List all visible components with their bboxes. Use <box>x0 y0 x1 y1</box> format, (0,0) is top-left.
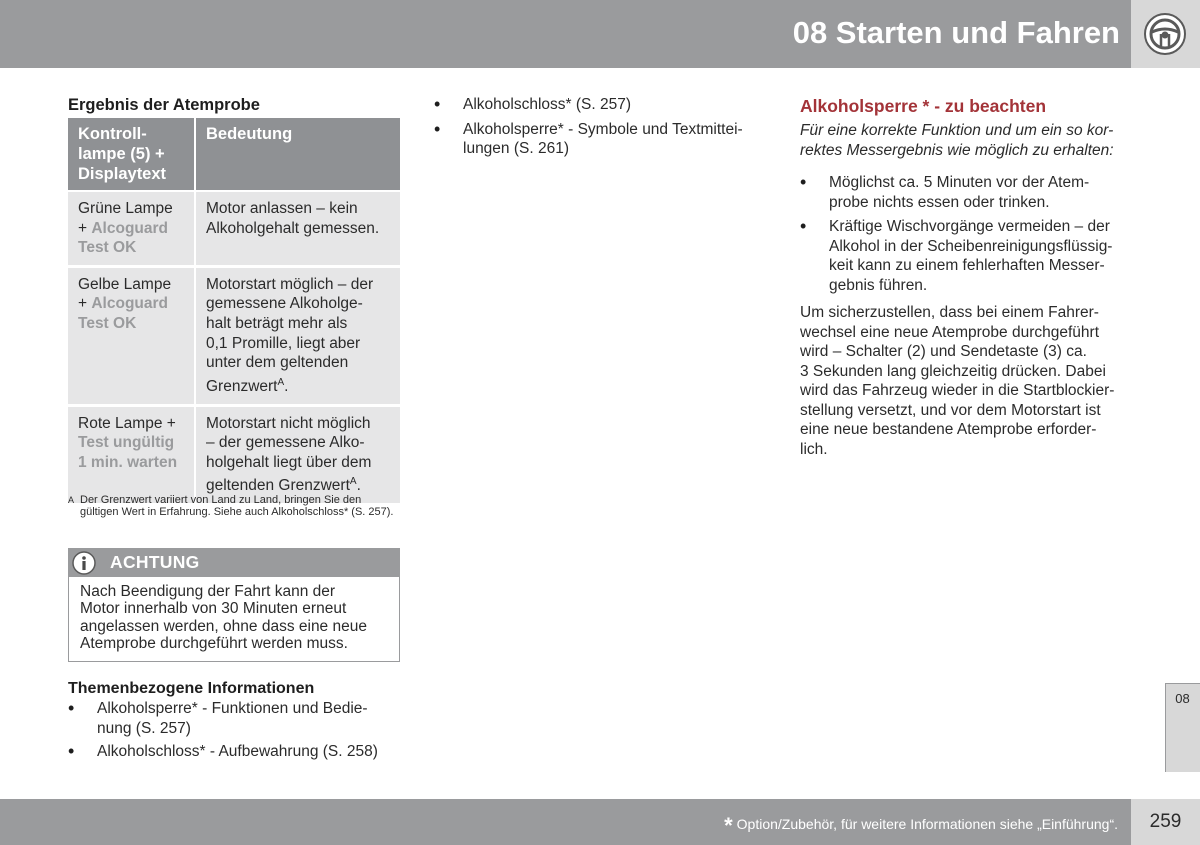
section-title: Alkoholsperre * - zu beachten <box>800 96 1047 116</box>
warning-title: ACHTUNG <box>110 552 200 572</box>
table-header-row <box>68 118 400 191</box>
column2-link-1[interactable]: • Alkoholschloss* (S. 257) <box>434 95 764 115</box>
meaning-line: – der gemessene Alko- <box>206 434 365 452</box>
advice-item: • Kräftige Wischvorgänge vermeiden – der Alkohol in der Scheibenreinigungsflüssig- keit kann zu einem fehlerhaften Messer- gebnis führen. <box>800 217 1125 295</box>
section-paragraph: Um sicherzustellen, dass bei einem Fahrer- wechsel eine neue Atemprobe durchgeführt wird – Schalter (2) und Sendetaste (3) ca. 3 Sekunden lang gleichzeitig drücken. Dabei wird das Fahrzeug wieder in die Startblockier- stellung versetzt, und vor dem Motorstart ist eine neue bestandene Atemprobe erforder- lich. <box>800 304 1115 458</box>
asterisk-mark: * <box>724 813 733 838</box>
footer-note <box>724 813 1118 839</box>
meaning-line: Motor anlassen – kein <box>206 200 358 217</box>
meaning-cell <box>195 266 400 405</box>
display-text: Test ungültig 1 min. warten <box>78 434 178 471</box>
meaning-line: Motorstart möglich – der <box>206 275 374 293</box>
related-list <box>68 699 388 766</box>
section-intro: Für eine korrekte Funktion und um ein so kor- rektes Messergebnis wie möglich zu erhalten: <box>800 122 1114 159</box>
meaning-line: unter dem geltenden <box>206 354 349 372</box>
display-text: Alcoguard Test OK <box>78 219 169 257</box>
related-heading: Themenbezogene Informationen <box>68 680 315 697</box>
warning-text <box>80 583 392 652</box>
related-link-1[interactable]: • Alkoholsperre* - Funktionen und Bedie- nung (S. 257) <box>68 699 388 738</box>
column2-link-2[interactable]: • Alkoholsperre* - Symbole und Textmittei- lungen (S. 261) <box>434 120 764 159</box>
footnote-text: Der Grenzwert variiert von Land zu Land, bringen Sie den gültigen Wert in Erfahrung. Siehe auch Alkoholschloss* (S. 257). <box>80 494 394 518</box>
result-table <box>68 118 400 506</box>
meaning-cell <box>195 405 400 505</box>
chapter-side-tab-label: 08 <box>1175 691 1190 706</box>
warning-line: Motor innerhalb von 30 Minuten erneut <box>80 600 347 618</box>
table-row <box>68 405 400 505</box>
table-footnote <box>68 495 400 518</box>
table-row <box>68 266 400 405</box>
lamp-cell: Rote Lampe + Test ungültig 1 min. warten <box>68 405 195 505</box>
table-heading: Ergebnis der Atemprobe <box>68 96 260 114</box>
meaning-line: Grenzwert$^A$. <box>206 376 289 395</box>
meaning-cell <box>195 191 400 266</box>
footnote-ref: A <box>349 476 357 488</box>
page-number: 259 <box>1149 811 1182 832</box>
info-icon <box>72 551 96 575</box>
footnote-ref: A <box>277 376 285 388</box>
footer-note-text: Option/Zubehör, für weitere Informationen siehe „Einführung“. <box>736 816 1118 832</box>
warning-line: Nach Beendigung der Fahrt kann der <box>80 583 336 600</box>
meaning-line: halt beträgt mehr als <box>206 314 348 332</box>
meaning-line: gemessene Alkoholge- <box>206 295 363 313</box>
column-header-meaning: Bedeutung <box>195 118 400 191</box>
column-header-lamp: Kontroll- lampe (5) + Displaytext <box>68 118 195 191</box>
meaning-line: geltenden Grenzwert$^A$. <box>206 476 361 495</box>
display-text: Alcoguard Test OK <box>78 295 169 332</box>
warning-line: angelassen werden, ohne dass eine neue <box>80 617 367 635</box>
warning-line: Atemprobe durchgeführt werden muss. <box>80 634 348 652</box>
meaning-line: Motorstart nicht möglich <box>206 414 371 432</box>
advice-item: • Möglichst ca. 5 Minuten vor der Atem- probe nichts essen oder trinken. <box>800 173 1125 212</box>
lamp-label: Rote Lampe <box>78 414 163 432</box>
lamp-label: Grüne Lampe <box>78 200 173 217</box>
lamp-label: Gelbe Lampe <box>78 275 172 293</box>
chapter-title: 08 Starten und Fahren <box>792 15 1120 50</box>
table-row <box>68 191 400 266</box>
meaning-line: 0,1 Promille, liegt aber <box>206 334 361 352</box>
steering-wheel-icon <box>1143 12 1187 56</box>
footnote-mark: A <box>68 495 75 505</box>
meaning-line: holgehalt liegt über dem <box>206 453 372 471</box>
column2-list <box>434 95 764 164</box>
lamp-cell: Gelbe Lampe + Alcoguard Test OK <box>68 266 195 405</box>
lamp-cell: Grüne Lampe + Alcoguard Test OK <box>68 191 195 266</box>
related-link-2[interactable]: • Alkoholschloss* - Aufbewahrung (S. 258) <box>68 742 388 762</box>
meaning-line: Alkoholgehalt gemessen. <box>206 219 380 237</box>
advice-list <box>800 173 1125 300</box>
